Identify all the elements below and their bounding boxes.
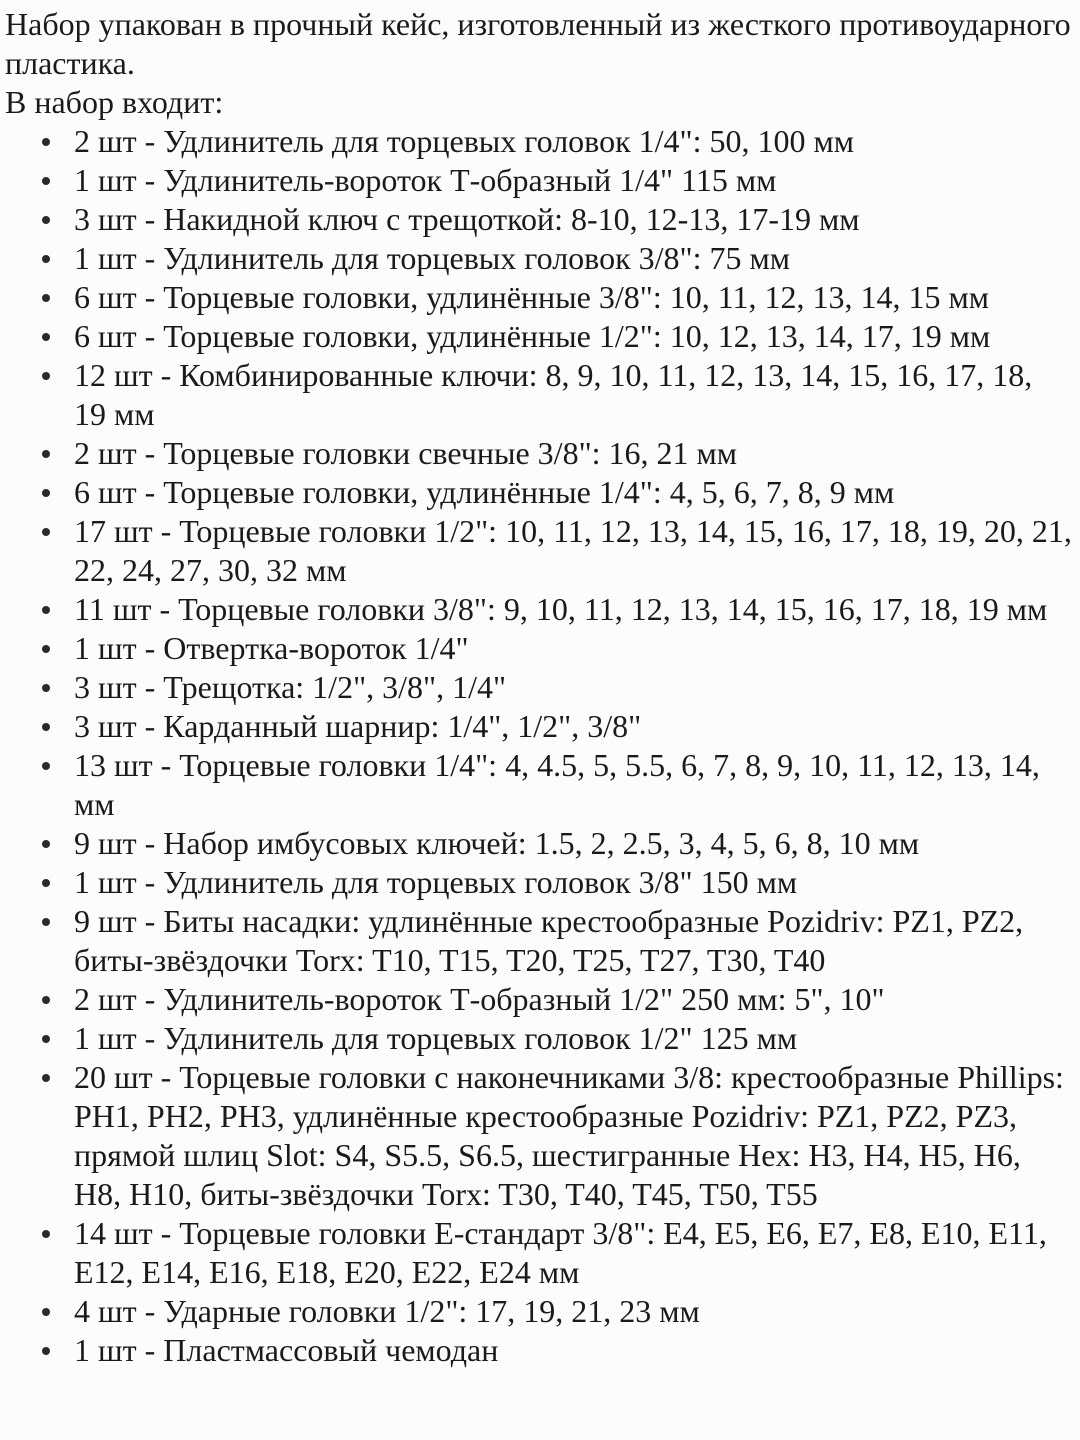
list-item <box>5 707 1072 746</box>
bullet-icon <box>42 1230 50 1238</box>
bullet-icon <box>42 684 50 692</box>
bullet-icon <box>42 1035 50 1043</box>
bullet-icon <box>42 645 50 653</box>
bullet-icon <box>42 528 50 536</box>
list-item-text: 11 шт - Торцевые головки 3/8": 9, 10, 11, 12, 13, 14, 15, 16, 17, 18, 19 мм <box>74 591 1048 627</box>
list-item-text: 2 шт - Удлинитель для торцевых головок 1/4": 50, 100 мм <box>74 123 854 159</box>
bullet-icon <box>42 450 50 458</box>
bullet-icon <box>42 294 50 302</box>
list-item <box>5 161 1072 200</box>
list-item-text: 12 шт - Комбинированные ключи: 8, 9, 10, 11, 12, 13, 14, 15, 16, 17, 18, 19 мм <box>74 357 1033 432</box>
list-item-text: 6 шт - Торцевые головки, удлинённые 1/4": 4, 5, 6, 7, 8, 9 мм <box>74 474 895 510</box>
list-item-text: 9 шт - Набор имбусовых ключей: 1.5, 2, 2.5, 3, 4, 5, 6, 8, 10 мм <box>74 825 920 861</box>
list-item-text: 14 шт - Торцевые головки Е-стандарт 3/8": E4, E5, E6, E7, E8, E10, E11, E12, E14, E16, E18, E20, E22, E24 мм <box>74 1215 1047 1290</box>
intro-text: Набор упакован в прочный кейс, изготовленный из жесткого противоударного пластика. <box>5 6 1071 81</box>
list-item <box>5 512 1072 590</box>
list-item <box>5 122 1072 161</box>
list-item <box>5 278 1072 317</box>
bullet-icon <box>42 255 50 263</box>
bullet-icon <box>42 177 50 185</box>
contents-list <box>5 122 1072 1370</box>
list-item <box>5 239 1072 278</box>
list-item-text: 3 шт - Карданный шарнир: 1/4", 1/2", 3/8" <box>74 708 642 744</box>
bullet-icon <box>42 840 50 848</box>
list-item-text: 1 шт - Отвертка-вороток 1/4" <box>74 630 469 666</box>
bullet-icon <box>42 1308 50 1316</box>
list-item <box>5 902 1072 980</box>
list-item <box>5 473 1072 512</box>
list-item <box>5 434 1072 473</box>
list-item <box>5 629 1072 668</box>
bullet-icon <box>42 1074 50 1082</box>
bullet-icon <box>42 918 50 926</box>
bullet-icon <box>42 489 50 497</box>
list-item-text: 2 шт - Удлинитель-вороток Т-образный 1/2" 250 мм: 5", 10" <box>74 981 885 1017</box>
list-label: В набор входит: <box>5 84 224 120</box>
list-item <box>5 1331 1072 1370</box>
bullet-icon <box>42 138 50 146</box>
list-item <box>5 1058 1072 1214</box>
bullet-icon <box>42 762 50 770</box>
list-item <box>5 200 1072 239</box>
bullet-icon <box>42 723 50 731</box>
list-item <box>5 356 1072 434</box>
list-item-text: 20 шт - Торцевые головки с наконечниками 3/8: крестообразные Phillips: PH1, PH2, PH3, удлинённые крестообразные Pozidriv: PZ1, PZ2, PZ3, прямой шлиц Slot: S4, S5.5, S6.5, шестигранные Hex: H3, H4, H5, H6, H8, H10, биты-звёздочки Torx: T30, T40, T45, T50, T55 <box>74 1059 1064 1212</box>
bullet-icon <box>42 879 50 887</box>
list-item-text: 9 шт - Биты насадки: удлинённые крестообразные Pozidriv: PZ1, PZ2, биты-звёздочки Torx: T10, T15, T20, T25, T27, T30, T40 <box>74 903 1024 978</box>
list-item <box>5 1214 1072 1292</box>
list-item <box>5 1292 1072 1331</box>
list-item-text: 2 шт - Торцевые головки свечные 3/8": 16, 21 мм <box>74 435 738 471</box>
list-item-text: 4 шт - Ударные головки 1/2": 17, 19, 21, 23 мм <box>74 1293 700 1329</box>
bullet-icon <box>42 333 50 341</box>
list-item-text: 1 шт - Пластмассовый чемодан <box>74 1332 499 1368</box>
list-item-text: 17 шт - Торцевые головки 1/2": 10, 11, 12, 13, 14, 15, 16, 17, 18, 19, 20, 21, 22, 24, 27, 30, 32 мм <box>74 513 1072 588</box>
list-item <box>5 746 1072 824</box>
bullet-icon <box>42 606 50 614</box>
list-item <box>5 863 1072 902</box>
bullet-icon <box>42 1347 50 1355</box>
bullet-icon <box>42 996 50 1004</box>
list-item <box>5 1019 1072 1058</box>
list-item-text: 13 шт - Торцевые головки 1/4": 4, 4.5, 5, 5.5, 6, 7, 8, 9, 10, 11, 12, 13, 14, мм <box>74 747 1040 822</box>
list-item-text: 6 шт - Торцевые головки, удлинённые 3/8": 10, 11, 12, 13, 14, 15 мм <box>74 279 990 315</box>
bullet-icon <box>42 372 50 380</box>
list-item <box>5 317 1072 356</box>
list-item-text: 1 шт - Удлинитель для торцевых головок 1/2" 125 мм <box>74 1020 798 1056</box>
list-item <box>5 980 1072 1019</box>
bullet-icon <box>42 216 50 224</box>
list-item-text: 1 шт - Удлинитель для торцевых головок 3/8": 75 мм <box>74 240 790 276</box>
list-item-text: 3 шт - Трещотка: 1/2", 3/8", 1/4" <box>74 669 507 705</box>
list-item <box>5 824 1072 863</box>
list-item <box>5 668 1072 707</box>
list-item-text: 1 шт - Удлинитель для торцевых головок 3/8" 150 мм <box>74 864 798 900</box>
list-item-text: 6 шт - Торцевые головки, удлинённые 1/2": 10, 12, 13, 14, 17, 19 мм <box>74 318 991 354</box>
list-item <box>5 590 1072 629</box>
list-item-text: 1 шт - Удлинитель-вороток Т-образный 1/4" 115 мм <box>74 162 777 198</box>
list-item-text: 3 шт - Накидной ключ с трещоткой: 8-10, 12-13, 17-19 мм <box>74 201 860 237</box>
